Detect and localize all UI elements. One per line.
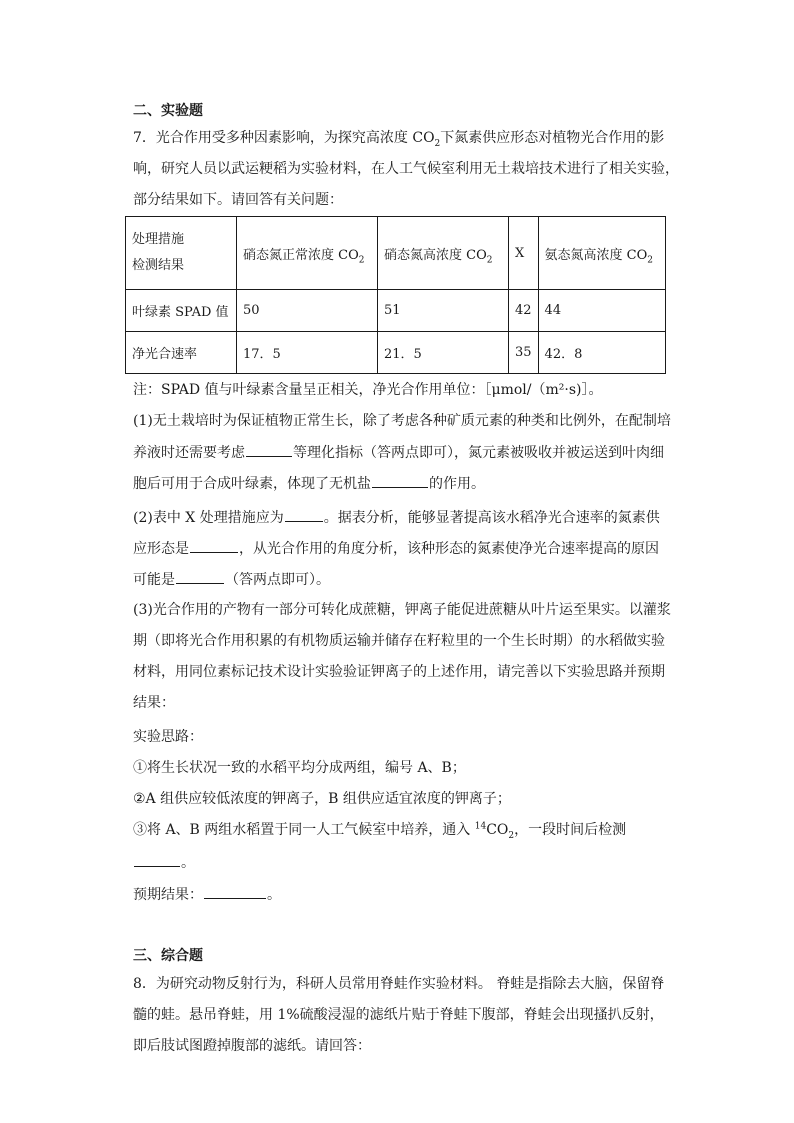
corner-bottom-label: 检测结果 (132, 258, 185, 273)
table-corner-cell (126, 217, 237, 290)
q7-part1-text: 养液时还需要考虑 (133, 445, 245, 461)
q7-part1-line-1: (1)无土栽培时为保证植物正常生长，除了考虑各种矿质元素的种类和比例外，在配制培 (133, 413, 671, 429)
section-heading-comprehensive: 三、综合题 (133, 948, 203, 964)
table-header-cell: 氨态氮高浓度 $CO_2$ (538, 217, 665, 290)
answer-blank[interactable] (246, 442, 292, 457)
answer-blank[interactable] (190, 538, 238, 553)
experiment-step-1: ①将生长状况一致的水稻平均分成两组，编号 A、B； (133, 760, 466, 776)
q7-part2-line-2 (133, 538, 659, 559)
table-cell: 51 (378, 290, 509, 332)
answer-blank[interactable] (134, 852, 180, 867)
table-cell: 17．5 (237, 332, 378, 374)
q7-part2-text: 应形态是 (133, 541, 189, 557)
experiment-idea-label: 实验思路： (133, 729, 203, 745)
table-header-cell: 硝态氮高浓度 $CO_2$ (378, 217, 509, 290)
q7-part2-text: （答两点即可）。 (225, 572, 330, 588)
q7-part1-text: 胞后可用于合成叶绿素，体现了无机盐 (133, 476, 371, 492)
q7-part2-text: 。据表分析，能够显著提高该水稻净光合速率的氮素供 (323, 510, 660, 526)
answer-blank[interactable] (176, 569, 224, 584)
section-heading-experiment: 二、实验题 (133, 103, 203, 119)
expected-result-text: 。 (267, 887, 281, 903)
q7-part3-line-2: 期（即将光合作用积累的有机物质运输并储存在籽粒里的一个生长时期）的水稻做实验 (133, 633, 665, 649)
corner-top-label: 处理措施 (132, 232, 185, 247)
q7-part2-text: (2)表中 X 处理措施应为 (133, 510, 284, 526)
q7-part3-line-4: 结果： (133, 695, 175, 711)
answer-blank[interactable] (372, 473, 428, 488)
q7-intro-text: 7．光合作用受多种因素影响，为探究高浓度 CO (133, 130, 435, 146)
q7-intro-line-2: 响，研究人员以武运粳稻为实验材料，在人工气候室利用无土栽培技术进行了相关实验， (133, 161, 679, 177)
table-cell: 21．5 (378, 332, 509, 374)
experiment-step-2: ②A 组供应较低浓度的钾离子，B 组供应适宜浓度的钾离子； (133, 791, 511, 807)
q7-part3-line-3: 材料，用同位素标记技术设计实验验证钾离子的上述作用，请完善以下实验思路并预期 (133, 664, 665, 680)
table-row-label: 叶绿素 SPAD 值 (126, 290, 237, 332)
q8-line-2: 髓的蛙。悬吊脊蛙，用 1%硫酸浸湿的滤纸片贴于脊蛙下腹部，脊蛙会出现搔扒反射， (133, 1007, 664, 1023)
q8-line-1: 8．为研究动物反射行为，科研人员常用脊蛙作实验材料。 脊蛙是指除去大脑，保留脊 (133, 976, 665, 992)
expected-result-line (133, 884, 281, 905)
step3-text: ，一段时间后检测 (514, 822, 627, 838)
step3-text: 。 (181, 855, 195, 871)
table-header-cell: 硝态氮正常浓度 $CO_2$ (237, 217, 378, 290)
results-table (125, 216, 666, 374)
table-row (126, 332, 666, 374)
table-cell: 50 (237, 290, 378, 332)
answer-blank[interactable] (204, 884, 266, 899)
q7-intro-line-1: 7．光合作用受多种因素影响，为探究高浓度 $CO_2$下氮素供应形态对植物光合作用的影 (133, 130, 665, 149)
table-cell: 42 (509, 290, 539, 332)
table-cell: 44 (538, 290, 665, 332)
expected-result-label: 预期结果： (133, 887, 203, 903)
step3-text: CO (486, 822, 509, 838)
experiment-step-3-continued (133, 852, 195, 873)
table-header-row (126, 217, 666, 290)
table-row (126, 290, 666, 332)
q7-part1-line-2 (133, 442, 664, 463)
experiment-step-3: ③将 A、B 两组水稻置于同一人工气候室中培养，通入 $^{14}CO_2$，一段时间后检测 (133, 821, 627, 841)
q7-part1-text: 等理化指标（答两点即可），氮元素被吸收并被运送到叶肉细 (293, 445, 664, 461)
table-row-label: 净光合速率 (126, 332, 237, 374)
q7-part3-line-1: (3)光合作用的产物有一部分可转化成蔗糖，钾离子能促进蔗糖从叶片运至果实。以灌浆 (133, 602, 671, 618)
q7-part2-text: 可能是 (133, 572, 175, 588)
answer-blank[interactable] (285, 507, 323, 522)
q7-part1-line-3 (133, 473, 485, 494)
step3-text: ③将 A、B 两组水稻置于同一人工气候室中培养，通入 (133, 822, 475, 838)
q7-intro-text: 下氮素供应形态对植物光合作用的影 (440, 130, 665, 146)
table-cell: 35 (509, 332, 539, 374)
q7-part2-line-1 (133, 507, 660, 528)
table-cell: 42．8 (538, 332, 665, 374)
table-header-cell: X (509, 217, 539, 290)
table-note: 注：SPAD 值与叶绿素含量呈正相关，净光合作用单位：［μmol/（m²·s)］。 (133, 382, 603, 398)
q7-intro-line-3: 部分结果如下。请回答有关问题： (133, 192, 343, 208)
q7-part2-text: ，从光合作用的角度分析，该种形态的氮素使净光合速率提高的原因 (239, 541, 659, 557)
q8-line-3: 即后肢试图蹬掉腹部的滤纸。请回答： (133, 1038, 371, 1054)
q7-part1-text: 的作用。 (429, 476, 485, 492)
q7-part2-line-3 (133, 569, 330, 590)
